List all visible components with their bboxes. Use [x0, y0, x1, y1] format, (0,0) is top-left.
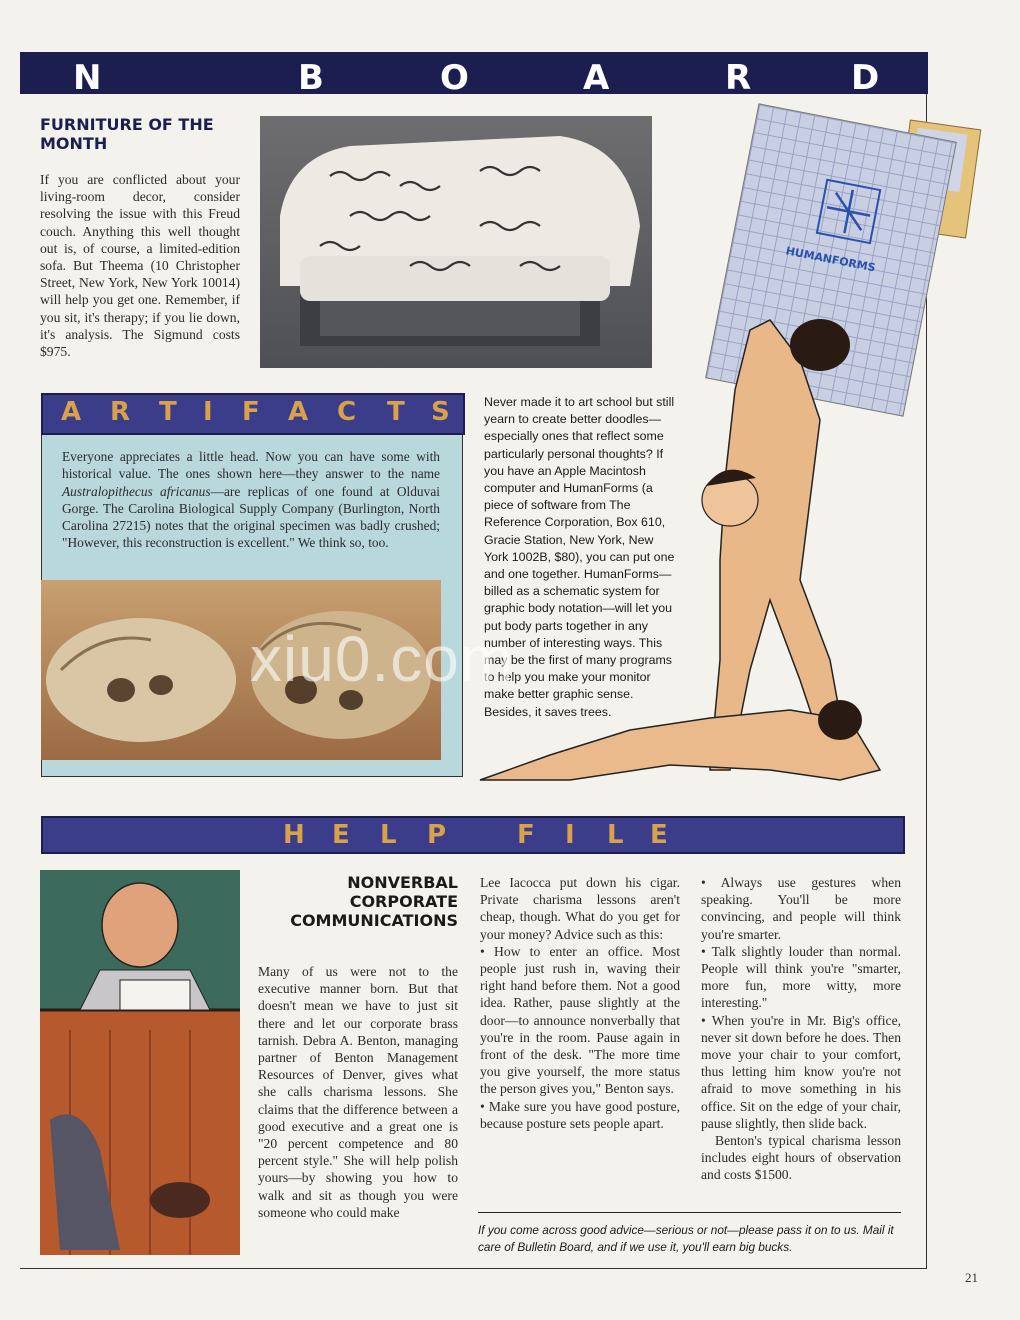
banner-letter: O	[440, 58, 469, 98]
page-number: 21	[965, 1270, 978, 1285]
helpfile-col3-paragraph: • Always use gestures when speaking. You'll be more convincing, and people will think you're smarter.	[701, 875, 901, 942]
artifacts-letter: R	[110, 397, 131, 427]
banner-letter: A	[583, 58, 610, 98]
artifacts-letter: T	[159, 397, 177, 427]
watermark: xiu0.com	[250, 623, 515, 695]
bulletin-board-banner	[20, 52, 928, 98]
helpfile-col3-paragraph: • When you're in Mr. Big's office, never sit down before he does. Then move your chair to your comfort, thus letting him know you're not afraid to move something in his office. Sit on the edge of your chair, pause slightly, then slide back.	[701, 1012, 901, 1131]
artifacts-letter: C	[337, 397, 357, 427]
artifacts-letter: A	[288, 397, 309, 427]
artifacts-letter: F	[242, 397, 260, 427]
helpfile-letter: L	[380, 820, 397, 850]
artifacts-letter: A	[61, 397, 82, 427]
helpfile-letter: P	[427, 820, 447, 850]
helpfile-letter: I	[565, 820, 575, 850]
helpfile-title-line: CORPORATE	[349, 892, 458, 911]
helpfile-letter: E	[650, 820, 668, 850]
banner-letter: N	[73, 58, 102, 98]
helpfile-col3-paragraph: • Talk slightly louder than normal. People will think you're "smarter, more fun, more witty, more interesting."	[701, 943, 901, 1011]
furniture-title: FURNITURE OF THE MONTH	[40, 115, 214, 153]
artifacts-letter: I	[203, 397, 213, 427]
banner-letter: D	[851, 58, 880, 98]
helpfile-heading-bar	[41, 816, 905, 854]
helpfile-column-3	[701, 874, 901, 1184]
helpfile-letter: F	[517, 820, 535, 850]
helpfile-title-line: COMMUNICATIONS	[290, 911, 458, 930]
footer-note: If you come across good advice—serious or not—please pass it on to us. Mail it care of Bulletin Board, and if we use it, you'll earn big bucks.	[478, 1223, 894, 1254]
helpfile-column-1: Many of us were not to the executive manner born. But that doesn't mean we have to just sit there and let our corporate brass tarnish. Debra A. Benton, managing partner of Benton Management Resources of Denver, gives what she calls charisma lessons. She claims that the difference between a good executive and a great one is "20 percent competence and 80 percent style." She will help polish yours—by showing you how to walk and sit as though you were someone who could make	[258, 964, 458, 1220]
artifacts-body	[62, 448, 440, 552]
helpfile-col2-paragraph: Lee Iacocca put down his cigar. Private charisma lessons aren't cheap, though. What do you get for your money? Advice such as this:	[480, 875, 680, 942]
furniture-body: If you are conflicted about your living-room decor, consider resolving the issue with this Freud couch. Anything this well thought out is, of course, a limited-edition sofa. But Theema (10 Christopher Street, New York, New York 10014) will help you get one. Remember, if you sit, it's therapy; if you lie down, it's analysis. The Sigmund costs $975.	[40, 172, 240, 360]
helpfile-title-line: NONVERBAL	[347, 873, 458, 892]
helpfile-letter: E	[332, 820, 350, 850]
executive-illustration	[40, 870, 240, 1255]
humanforms-logo	[816, 179, 882, 245]
humanforms-figures-illustration	[470, 300, 910, 800]
artifacts-letter: T	[387, 397, 405, 427]
artifacts-body-species: Australopithecus africanus	[62, 483, 211, 499]
humanforms-body: Never made it to art school but still yearn to create better doodles—especially ones that reflect some particularly personal thoughts? If you have an Apple Macintosh computer and HumanForms (a piece of software from The Reference Corporation, Box 610, Gracie Station, New York, New York 1002B, $80), you can put one and one together. HumanForms—billed as a schematic system for graphic body notation—will let you put body parts together in any number of interesting ways. This may be the first of many programs to help you make your monitor make better graphic sense. Besides, it saves trees.	[484, 395, 675, 719]
artifacts-heading-bar	[41, 393, 465, 435]
artifacts-body-part2: —are replicas of one found at Olduvai Gorge. The Carolina Biological Supply Company (Burlington, North Carolina 27215) notes that the original specimen was badly crushed; "However, this reconstruction is excellent." We think so, too.	[62, 483, 440, 551]
humanforms-book-label: HUMANFORMS	[784, 244, 877, 275]
footer-rule	[478, 1212, 901, 1213]
page-frame-bottom	[20, 1268, 927, 1269]
helpfile-letter: L	[607, 820, 624, 850]
helpfile-col2-paragraph: • Make sure you have good posture, because posture sets people apart.	[480, 1098, 680, 1131]
helpfile-column-2	[480, 874, 680, 1132]
helpfile-col3-paragraph: Benton's typical charisma lesson includes eight hours of observation and costs $1500.	[701, 1133, 901, 1183]
artifacts-letter: S	[431, 397, 450, 427]
helpfile-letter: H	[283, 820, 305, 850]
helpfile-title	[248, 873, 458, 930]
artifacts-body-part1: Everyone appreciates a little head. Now you can have some with historical value. The ones shown here—they answer to the name	[62, 449, 440, 482]
banner-letter: B	[298, 58, 324, 98]
helpfile-col2-paragraph: • How to enter an office. Most people just rush in, waving their right hand before them. Not a good idea. Rather, pause slightly at the door—to announce nonverbally that you're in the room. Pause again in front of the desk. "The more time you give yourself, the more status the person gives you," Benton says.	[480, 943, 680, 1097]
banner-letter: R	[725, 58, 752, 98]
